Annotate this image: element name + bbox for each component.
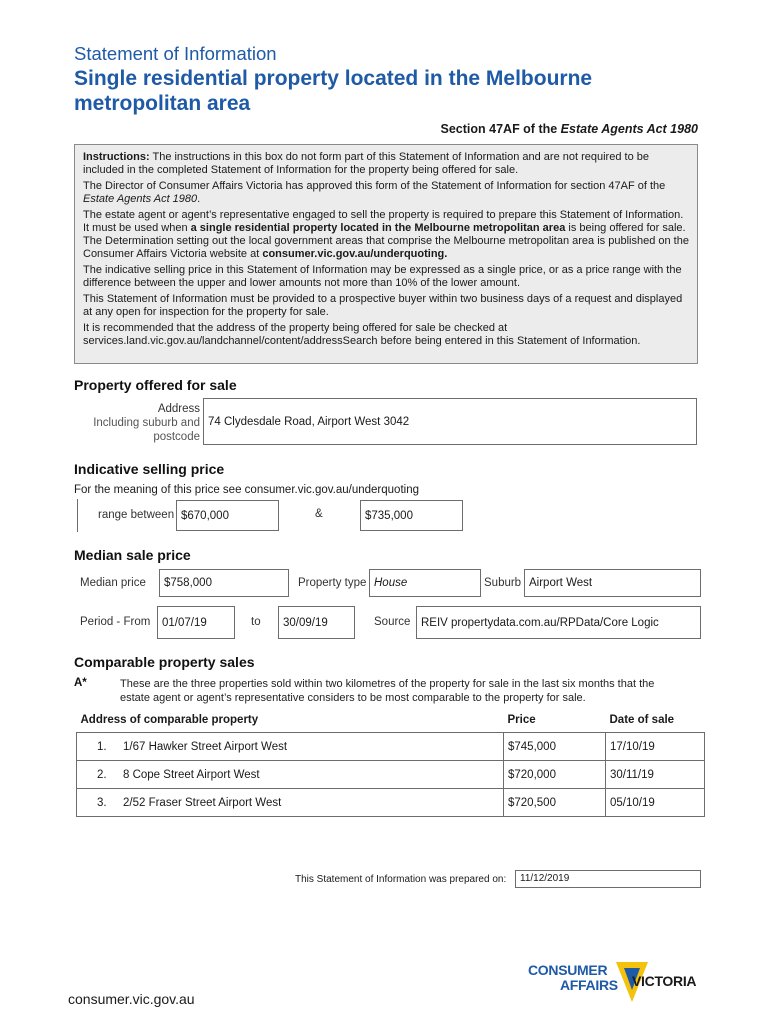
median-price-field[interactable]: $758,000 [159, 569, 289, 597]
range-ampersand: & [315, 508, 323, 520]
address-label-line3: postcode [153, 431, 200, 443]
period-from-label: Period - From [80, 616, 151, 628]
prepared-date-field[interactable]: 11/12/2019 [515, 870, 701, 888]
suburb-field[interactable]: Airport West [524, 569, 701, 597]
indicative-heading: Indicative selling price [74, 461, 225, 477]
table-row [77, 733, 705, 761]
property-heading: Property offered for sale [74, 377, 237, 393]
comparable-price-cell[interactable]: $720,500 [504, 789, 606, 817]
comparable-address-cell[interactable] [77, 761, 504, 789]
document-kicker: Statement of Information [74, 43, 277, 64]
instructions-p2-end: . [197, 193, 201, 205]
comparable-date-cell[interactable]: 05/10/19 [606, 789, 705, 817]
period-from-field[interactable]: 01/07/19 [157, 606, 235, 639]
comparable-price-cell[interactable]: $745,000 [504, 733, 606, 761]
address-label-line2: Including suburb and [93, 417, 200, 429]
comparable-description-line2: estate agent or agent’s representative considers to be most comparable to the property for sale. [120, 692, 586, 704]
row-number: 1. [97, 740, 107, 753]
range-label: range between [98, 509, 175, 521]
row-address: 2/52 Fraser Street Airport West [123, 796, 282, 809]
document-title [74, 66, 714, 116]
comparable-heading: Comparable property sales [74, 654, 255, 670]
title-line-1: Single residential property located in the Melbourne [74, 67, 593, 90]
property-type-field[interactable]: House [369, 569, 481, 597]
row-address: 1/67 Hawker Street Airport West [123, 740, 288, 753]
col-date-header: Date of sale [609, 714, 675, 726]
footer-url: consumer.vic.gov.au [68, 991, 195, 1007]
prepared-label: This Statement of Information was prepared on: [295, 874, 507, 885]
instructions-p1-text: The instructions in this box do not form part of this Statement of Information and are not required to be included in the completed Statement of Information for the property being offered for sale. [83, 151, 649, 176]
instructions-p3-text: The estate agent or agent’s representative engaged to sell the property is required to prepare this Statement of Information. It must be used when [83, 209, 684, 234]
comparable-marker: A* [74, 677, 87, 689]
comparable-date-cell[interactable]: 17/10/19 [606, 733, 705, 761]
instructions-p5: This Statement of Information must be provided to a prospective buyer within two business days of a request and displayed at any open for inspection for the property for sale. [83, 293, 683, 318]
logo-affairs-text: AFFAIRS [560, 977, 618, 993]
comparable-address-cell[interactable] [77, 789, 504, 817]
range-left-bracket [77, 499, 78, 532]
instructions-p1 [83, 151, 689, 177]
instructions-p6: It is recommended that the address of the property being offered for sale be checked at services.land.vic.gov.au/landchannel/content/addressSearch before being entered in this Statement of Information. [83, 322, 641, 347]
row-address: 8 Cope Street Airport West [123, 768, 260, 781]
property-type-label: Property type [298, 577, 367, 589]
address-field[interactable]: 74 Clydesdale Road, Airport West 3042 [203, 398, 697, 445]
col-price-header: Price [507, 714, 536, 726]
row-number: 2. [97, 768, 107, 781]
table-row [77, 789, 705, 817]
row-number: 3. [97, 796, 107, 809]
period-to-field[interactable]: 30/09/19 [278, 606, 355, 639]
comparable-description [120, 677, 654, 705]
section-prefix: Section 47AF of the [440, 122, 561, 136]
instructions-p2-text: The Director of Consumer Affairs Victoria has approved this form of the Statement of Information for section 47AF of the [83, 180, 666, 192]
suburb-label: Suburb [484, 577, 522, 589]
price-high-field[interactable]: $735,000 [360, 500, 463, 531]
instructions-p2-act: Estate Agents Act 1980 [83, 193, 198, 205]
median-price-label: Median price [80, 577, 146, 589]
comparable-price-cell[interactable]: $720,000 [504, 761, 606, 789]
comparable-table [76, 714, 705, 817]
instructions-p4: The indicative selling price in this Statement of Information may be expressed as a single price, or as a price range with the difference between the upper and lower amounts not more than 10% of the lower amount. [83, 264, 682, 289]
instructions-box [74, 144, 698, 364]
instructions-p3 [83, 209, 689, 261]
instructions-label: Instructions: [83, 151, 150, 163]
section-reference [441, 122, 698, 136]
price-low-field[interactable]: $670,000 [176, 500, 279, 531]
instructions-p2 [83, 180, 689, 206]
instructions-p3-mid: is being offered for sale. The Determination setting out the local government areas that comprise the Melbourne metropolitan area is published on the Consumer Affairs Victoria website at [83, 222, 689, 260]
section-act: Estate Agents Act 1980 [560, 122, 698, 136]
address-label-line1: Address [157, 403, 200, 415]
title-line-2: metropolitan area [74, 92, 251, 115]
address-label [80, 402, 200, 444]
logo-victoria-text: VICTORIA [632, 973, 697, 989]
table-row [77, 761, 705, 789]
indicative-note: For the meaning of this price see consumer.vic.gov.au/underquoting [74, 484, 419, 496]
logo-consumer-text: CONSUMER [528, 962, 608, 978]
period-to-label: to [251, 616, 261, 628]
source-label: Source [374, 616, 411, 628]
comparable-address-cell[interactable] [77, 733, 504, 761]
median-heading: Median sale price [74, 547, 191, 563]
instructions-p3-bold: a single residential property located in the Melbourne metropolitan area [190, 222, 566, 234]
source-field[interactable]: REIV propertydata.com.au/RPData/Core Logic [416, 606, 701, 639]
consumer-affairs-victoria-logo [528, 958, 708, 1006]
comparable-header-row [77, 714, 705, 733]
comparable-description-line1: These are the three properties sold within two kilometres of the property for sale in the last six months that the [120, 678, 655, 690]
col-address-header: Address of comparable property [80, 714, 259, 726]
instructions-p3-link: consumer.vic.gov.au/underquoting. [262, 248, 448, 260]
comparable-date-cell[interactable]: 30/11/19 [606, 761, 705, 789]
